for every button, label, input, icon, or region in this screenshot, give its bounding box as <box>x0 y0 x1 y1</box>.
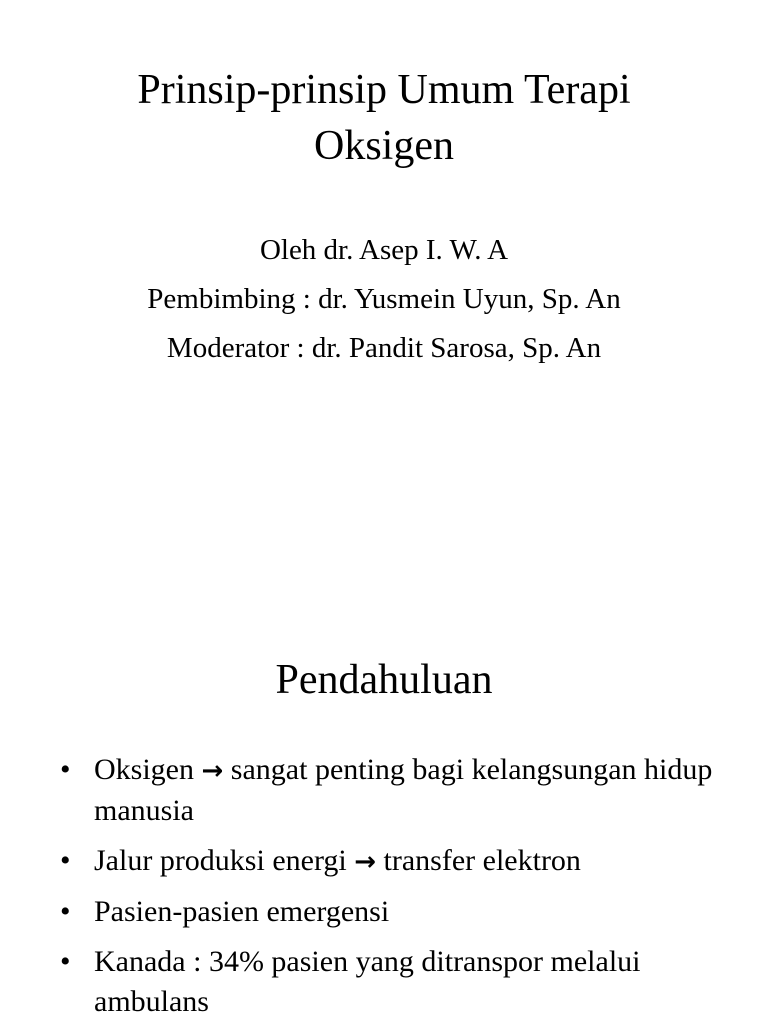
bullet-icon: • <box>60 844 71 877</box>
bullet-text-after: sangat penting bagi kelangsungan hidup manusia <box>94 753 713 827</box>
bullet-text: Pasien-pasien emergensi <box>94 895 390 928</box>
slide-title <box>40 62 728 174</box>
section-title: Pendahuluan <box>275 657 493 703</box>
bullet-item <box>60 942 740 1022</box>
bullet-text-before: Oksigen <box>94 753 194 786</box>
bullet-item <box>60 841 740 882</box>
bullet-text-after: transfer elektron <box>383 844 581 877</box>
arrow-right-icon: → <box>354 847 377 877</box>
bullet-item <box>60 750 740 831</box>
intro-slide <box>0 600 768 1024</box>
bullet-text-before: Jalur produksi energi <box>94 844 347 877</box>
credits-block <box>40 226 728 373</box>
bullet-icon: • <box>60 945 71 978</box>
author-line: Oleh dr. Asep I. W. A <box>259 234 509 266</box>
moderator-line: Moderator : dr. Pandit Sarosa, Sp. An <box>166 332 602 364</box>
bullet-icon: • <box>60 895 71 928</box>
bullet-text: Kanada : 34% pasien yang ditranspor melalui ambulans <box>94 945 641 1018</box>
bullet-icon: • <box>60 753 71 786</box>
bullet-item <box>60 892 740 932</box>
bullet-list <box>60 750 740 1032</box>
supervisor-line: Pembimbing : dr. Yusmein Uyun, Sp. An <box>147 283 621 315</box>
slide-title-line-1: Prinsip-prinsip Umum Terapi <box>137 67 631 113</box>
arrow-right-icon: → <box>201 756 224 786</box>
slide-title-line-2: Oksigen <box>314 123 454 169</box>
